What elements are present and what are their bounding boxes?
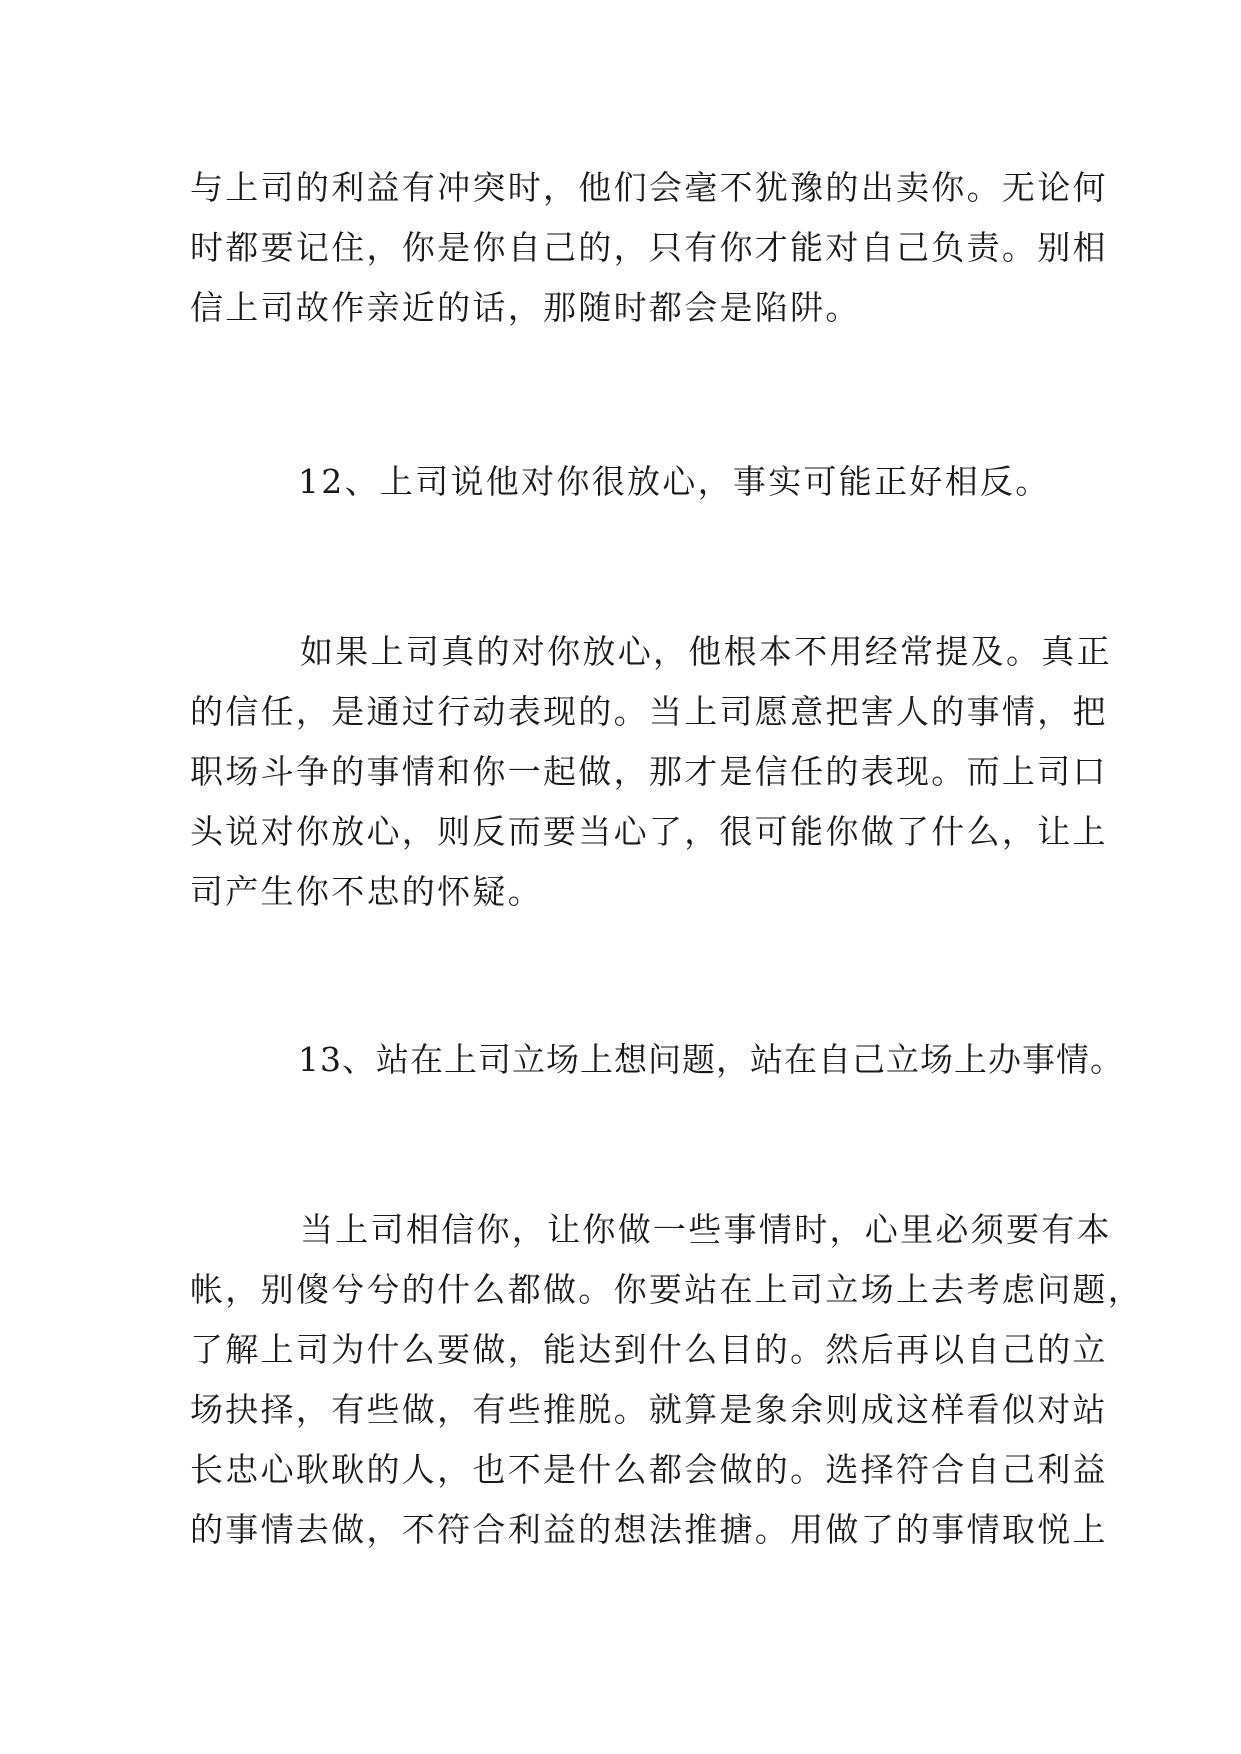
paragraph-3 xyxy=(190,1200,1144,1560)
section-heading-12: 12、上司说他对你很放心，事实可能正好相反。 xyxy=(298,462,1051,501)
paragraph-3-line: 的事情去做，不符合利益的想法推搪。用做了的事情取悦上 xyxy=(190,1510,1108,1549)
paragraph-1-line: 时都要记住，你是你自己的，只有你才能对自己负责。别相 xyxy=(190,228,1108,267)
paragraph-2-line: 职场斗争的事情和你一起做，那才是信任的表现。而上司口 xyxy=(190,752,1108,791)
paragraph-3-line: 当上司相信你，让你做一些事情时，心里必须要有本 xyxy=(300,1210,1112,1249)
paragraph-1-line: 信上司故作亲近的话，那随时都会是陷阱。 xyxy=(190,288,861,327)
paragraph-1-line: 与上司的利益有冲突时，他们会毫不犹豫的出卖你。无论何 xyxy=(190,168,1108,207)
paragraph-2-line: 头说对你放心，则反而要当心了，很可能你做了什么，让上 xyxy=(190,812,1108,851)
paragraph-1 xyxy=(190,158,1108,338)
section-heading-13: 13、站在上司立场上想问题，站在自己立场上办事情。 xyxy=(298,1040,1124,1079)
paragraph-2-line: 司产生你不忠的怀疑。 xyxy=(190,872,543,911)
paragraph-2-line: 的信任，是通过行动表现的。当上司愿意把害人的事情，把 xyxy=(190,692,1108,731)
paragraph-3-line: 了解上司为什么要做，能达到什么目的。然后再以自己的立 xyxy=(190,1330,1108,1369)
paragraph-3-line: 场抉择，有些做，有些推脱。就算是象余则成这样看似对站 xyxy=(190,1390,1108,1429)
paragraph-3-line: 长忠心耿耿的人，也不是什么都会做的。选择符合自己利益 xyxy=(190,1450,1108,1489)
paragraph-3-line: 帐，别傻兮兮的什么都做。你要站在上司立场上去考虑问题， xyxy=(190,1270,1144,1309)
paragraph-2-line: 如果上司真的对你放心，他根本不用经常提及。真正 xyxy=(300,632,1112,671)
paragraph-2 xyxy=(190,622,1112,922)
